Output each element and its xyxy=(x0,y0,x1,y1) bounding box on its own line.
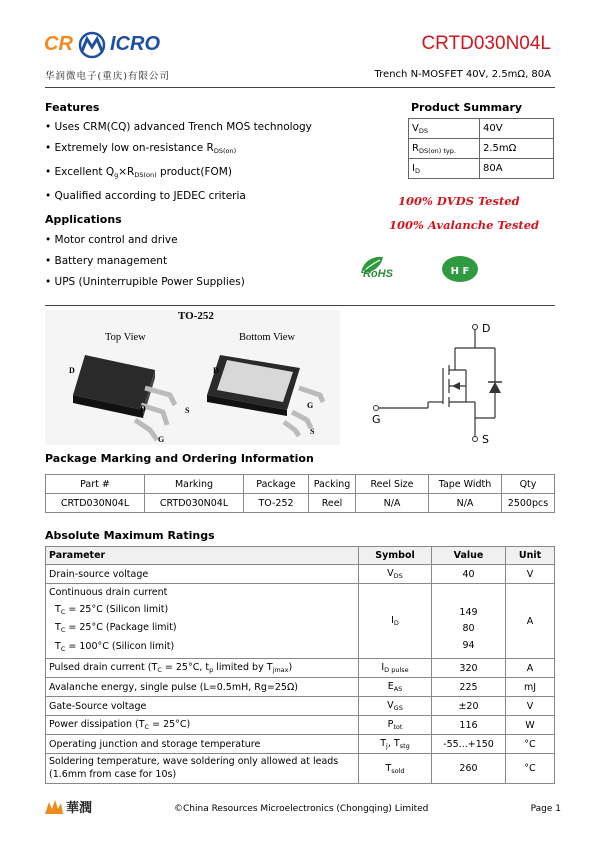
footer-page-number: Page 1 xyxy=(530,804,561,814)
logo-text-left: CR xyxy=(44,33,73,55)
product-summary-title: Product Summary xyxy=(411,101,523,114)
pin-label-d-bottom: D xyxy=(213,366,219,375)
crm-flame-icon xyxy=(44,796,64,816)
table-row: $I_D$ 80A xyxy=(409,159,554,179)
applications-title: Applications xyxy=(45,213,122,226)
list-item: • Motor control and drive xyxy=(45,234,178,246)
table-row: Gate-Source voltage $V_{GS}$ ±20 V xyxy=(46,697,555,716)
table-row: $R_{DS(on) typ.}$ 2.5mΩ xyxy=(409,139,554,159)
hf-text: H F xyxy=(450,266,470,277)
footer-logo xyxy=(44,796,104,816)
table-row: Pulsed drain current ($T_C = 25^\circ C$, $t_p$ limited by $T_{jmax}$) $I_{D pulse}$ 320 A xyxy=(46,659,555,678)
table-row: Power dissipation $(T_C = 25^\circ C)$ $P_{tot}$ 116 W xyxy=(46,716,555,735)
bottom-view-label: Bottom View xyxy=(239,332,296,343)
pin-label-s: S xyxy=(185,406,190,415)
applications-list xyxy=(45,230,245,293)
list-item: • Qualified according to JEDEC criteria xyxy=(45,190,246,202)
gate-pin-label: G xyxy=(372,413,381,426)
table-header-row: Parameter Symbol Value Unit xyxy=(46,547,555,565)
to252-bottom-view-image xyxy=(195,350,340,445)
part-subtitle: Trench N-MOSFET 40V, 2.5mΩ, 80A xyxy=(374,69,551,80)
table-row: Operating junction and storage temperature $T_j$, $T_{stg}$ -55...+150 °C xyxy=(46,735,555,754)
pin-label-d: D xyxy=(69,366,75,375)
pin-label-g: G xyxy=(158,435,165,444)
table-row: Avalanche energy, single pulse (L=0.5mH, Rg=25Ω) $E_{AS}$ 225 mJ xyxy=(46,678,555,697)
company-name-cn: 华润微电子(重庆)有限公司 xyxy=(45,71,170,82)
mosfet-schematic-symbol xyxy=(368,318,518,446)
footer-copyright: ©China Resources Microelectronics (Chongqing) Limited xyxy=(174,804,429,814)
list-item: • Excellent $Q_g\times R_{DS(on)}$ product(FOM) xyxy=(45,166,232,179)
pin-label-s-bottom: S xyxy=(310,427,315,436)
logo-text-right: ICRO xyxy=(110,33,160,55)
table-row: Soldering temperature, wave soldering only allowed at leads (1.6mm from case for 10s) $T_{sold}$ 260 °C xyxy=(46,754,555,784)
avalanche-tested-note: 100% Avalanche Tested xyxy=(389,218,540,232)
package-title: TO-252 xyxy=(178,310,214,322)
package-drawing xyxy=(45,310,340,445)
product-summary-table xyxy=(408,118,554,179)
rohs-logo xyxy=(357,255,407,285)
ratings-table xyxy=(45,546,555,784)
ordering-table xyxy=(45,474,555,513)
features-list xyxy=(45,117,312,207)
list-item: • Battery management xyxy=(45,255,168,267)
features-title: Features xyxy=(45,101,100,114)
logo-m-icon xyxy=(74,31,110,59)
part-number-title: CRTD030N04L xyxy=(421,33,551,54)
table-row: CRTD030N04L CRTD030N04L TO-252 Reel N/A N/A 2500pcs xyxy=(46,494,555,513)
source-pin-label: S xyxy=(482,433,489,446)
company-logo xyxy=(44,33,184,59)
table-header-row: Part # Marking Package Packing Reel Size Tape Width Qty xyxy=(46,475,555,494)
table-row: Continuous drain current $T_C = 25^\circ C$ (Silicon limit) $T_C = 25^\circ C$ (Package limit) $T_C = 100^\circ C$ (Silicon limit) $I_D$ 149 80 94 A xyxy=(46,584,555,659)
header-divider xyxy=(45,87,555,88)
table-row: Drain-source voltage $V_{DS}$ 40 V xyxy=(46,565,555,584)
halogen-free-badge xyxy=(442,256,478,282)
rohs-text: RoHS xyxy=(363,268,393,280)
pin-label-d2: D xyxy=(140,404,146,413)
dvds-tested-note: 100% DVDS Tested xyxy=(398,194,520,208)
list-item: • UPS (Uninterrupible Power Supplies) xyxy=(45,276,245,288)
pin-label-g-bottom: G xyxy=(307,401,314,410)
footer-logo-cn: 華潤 xyxy=(66,801,93,816)
list-item: • Uses CRM(CQ) advanced Trench MOS technology xyxy=(45,121,312,133)
ratings-title: Absolute Maximum Ratings xyxy=(45,529,215,542)
table-row: $V_{DS}$ 40V xyxy=(409,119,554,139)
ordering-title: Package Marking and Ordering Information xyxy=(45,452,314,465)
list-item: • Extremely low on-resistance $R_{DS(on)}$ xyxy=(45,142,237,155)
to252-top-view-image xyxy=(45,350,195,445)
drain-pin-label: D xyxy=(482,322,491,335)
section-divider xyxy=(45,305,555,306)
top-view-label: Top View xyxy=(105,332,146,343)
